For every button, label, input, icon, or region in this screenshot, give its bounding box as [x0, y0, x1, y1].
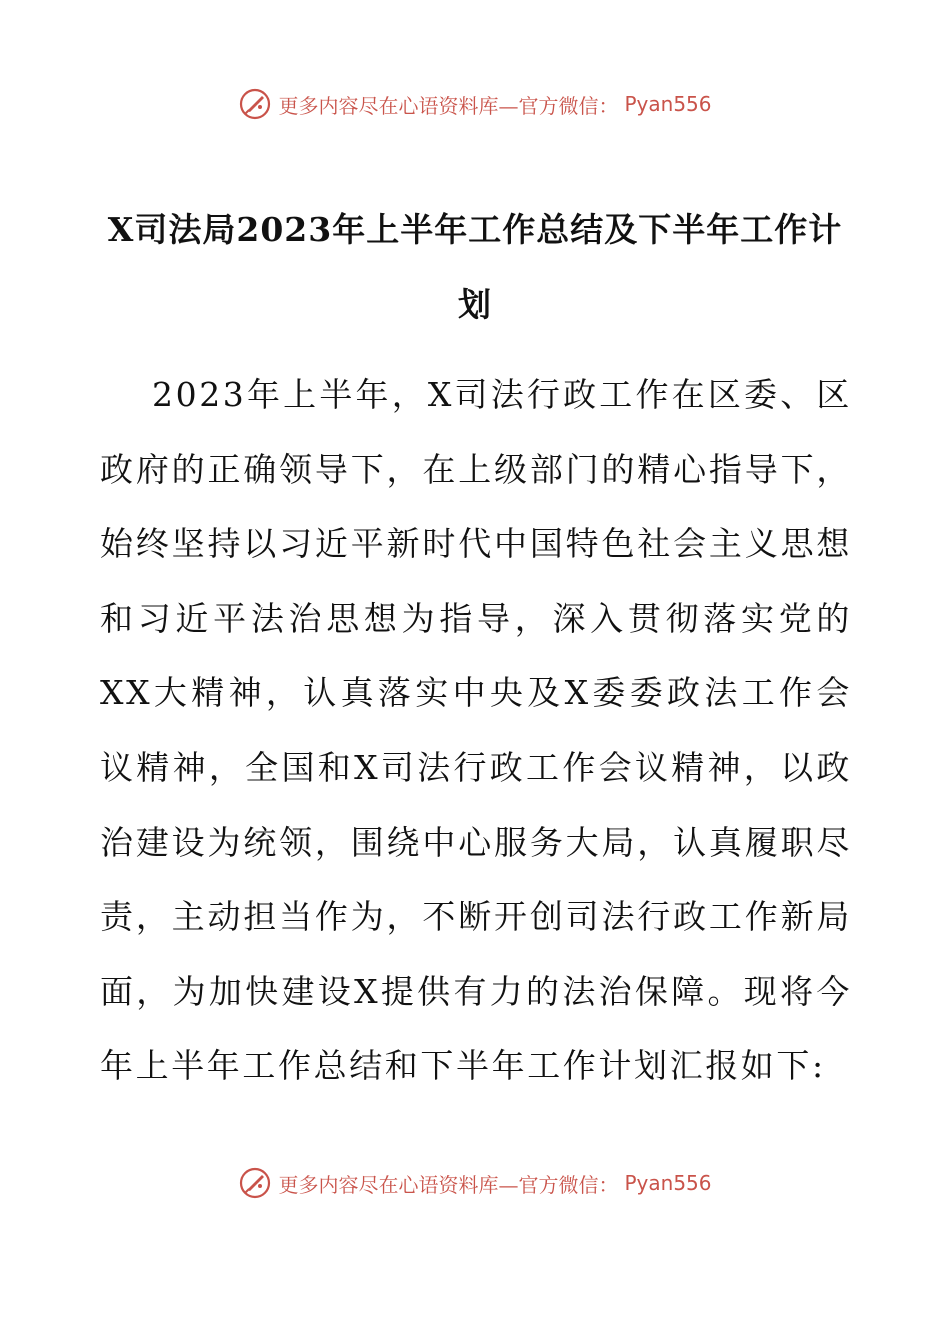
document-title: X司法局2023年上半年工作总结及下半年工作计划 — [107, 210, 843, 324]
watermark-contact: Pyan556 — [624, 92, 712, 116]
quill-logo-icon — [238, 87, 272, 121]
watermark-footer — [0, 1163, 950, 1203]
watermark-text: 更多内容尽在心语资料库—官方微信： — [278, 1172, 619, 1197]
watermark-text: 更多内容尽在心语资料库—官方微信： — [278, 93, 619, 118]
body-paragraph: 2023年上半年，X司法行政工作在区委、区政府的正确领导下，在上级部门的精心指导下，始终坚持以习近平新时代中国特色社会主义思想和习近平法治思想为指导，深入贯彻落实党的XX大精神，认真落实中央及X委委政法工作会议精神，全国和X司法行政工作会议精神，以政治建设为统领，围绕中心服务大局，认真履职尽责，主动担当作为，不断开创司法行政工作新局面，为加快建设X提供有力的法治保障。现将今年上半年工作总结和下半年工作计划汇报如下: — [100, 375, 852, 1086]
quill-logo-icon — [238, 1166, 272, 1200]
watermark-contact: Pyan556 — [624, 1171, 712, 1195]
watermark-header — [0, 84, 950, 124]
